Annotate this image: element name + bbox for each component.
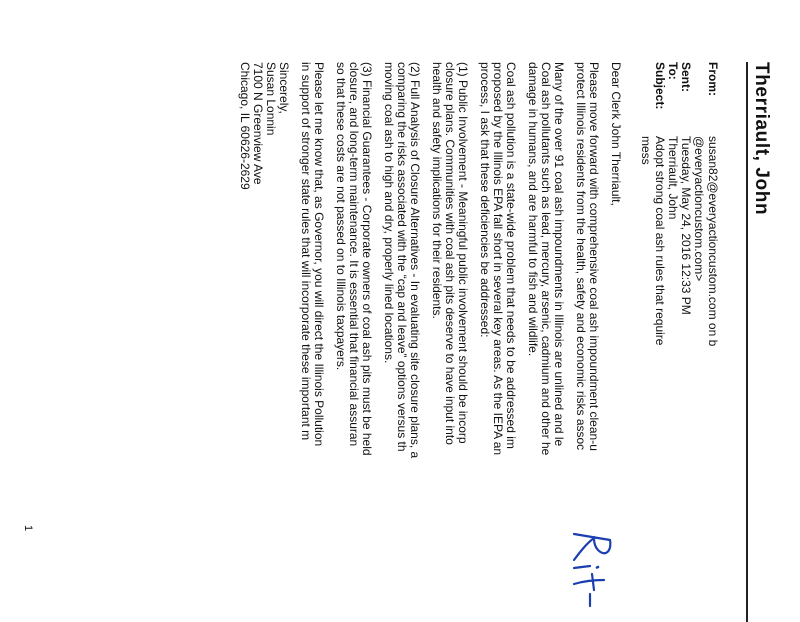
paragraph-line: so that these costs are not passed on to Illinois taxpayers. bbox=[334, 62, 348, 371]
signature-name: Susan Lonnin bbox=[264, 62, 278, 136]
to-value: Therriault, John bbox=[666, 136, 680, 220]
page-title: Therriault, John bbox=[751, 62, 772, 216]
paragraph-line: in support of stronger state rules that will incorporate these important m bbox=[299, 62, 313, 441]
signature-street: 7100 N Greenview Ave bbox=[251, 62, 265, 185]
subject-value-line-1: Adopt strong coal ash rules that require bbox=[653, 136, 667, 346]
paragraph-line: Please move forward with comprehensive coal ash impoundment clean-u bbox=[587, 62, 601, 451]
signature-city: Chicago, IL 60626-2629 bbox=[238, 62, 252, 190]
from-value-line-1: susan82@everyactioncustom.com on b bbox=[706, 136, 720, 347]
subject-label: Subject: bbox=[653, 62, 667, 110]
paragraph-line: closure plans. Communities with coal ash pits deserve to have input into bbox=[443, 62, 457, 445]
from-value-line-2: @everyactioncustom.com> bbox=[692, 136, 706, 282]
paragraph-line: health and safety implications for their residents. bbox=[430, 62, 444, 319]
sent-value: Tuesday, May 24, 2016 12:33 PM bbox=[679, 136, 693, 315]
from-label: From: bbox=[706, 62, 720, 96]
paragraph-line: (3) Financial Guarantees - Corporate owners of coal ash pits must be held bbox=[360, 62, 374, 456]
paragraph-line: Coal ash pollution is a state-wide problem that needs to be addressed im bbox=[504, 62, 518, 449]
subject-value-line-2: mess bbox=[639, 136, 653, 165]
closing: Sincerely, bbox=[277, 62, 291, 114]
to-label: To: bbox=[666, 62, 680, 80]
paragraph-line: Coal ash pollutants such as lead, mercury, arsenic, cadmium and other he bbox=[539, 62, 553, 456]
paragraph-line: proposed by the Illinois EPA fall short in several key areas. As the IEPA an bbox=[491, 62, 505, 456]
paragraph-line: Please let me know that, as Governor, you will direct the Illinois Pollution bbox=[312, 62, 326, 447]
paragraph-line: comparing the risks associated with the “cap and leave” options versus th bbox=[395, 62, 409, 452]
paragraph-line: protect Illinois residents from the health, safety and economic risks assoc bbox=[574, 62, 588, 451]
paragraph-line: Many of the over 91 coal ash impoundments in Illinois are unlined and le bbox=[552, 62, 566, 447]
salutation: Dear Clerk John Therriault, bbox=[609, 62, 623, 206]
paragraph-line: (1) Public Involvement - Meaningful public involvement should be incorp bbox=[456, 62, 470, 444]
paragraph-line: (2) Full Analysis of Closure Alternatives - In evaluating site closure plans, a bbox=[408, 62, 422, 459]
handwritten-annotation bbox=[566, 528, 616, 608]
paragraph-line: moving coal ash to high and dry, properly lined locations. bbox=[382, 62, 396, 364]
sent-label: Sent: bbox=[679, 62, 693, 92]
title-rule bbox=[746, 62, 748, 622]
paragraph-line: damage in humans, and are harmful to fish and wildlife. bbox=[526, 62, 540, 357]
paragraph-line: process, I ask that these deficiencies be addressed: bbox=[478, 62, 492, 338]
paragraph-line: closure, and long-term maintenance. It is essential that financial assuran bbox=[347, 62, 361, 447]
page-number: 1 bbox=[22, 525, 34, 532]
